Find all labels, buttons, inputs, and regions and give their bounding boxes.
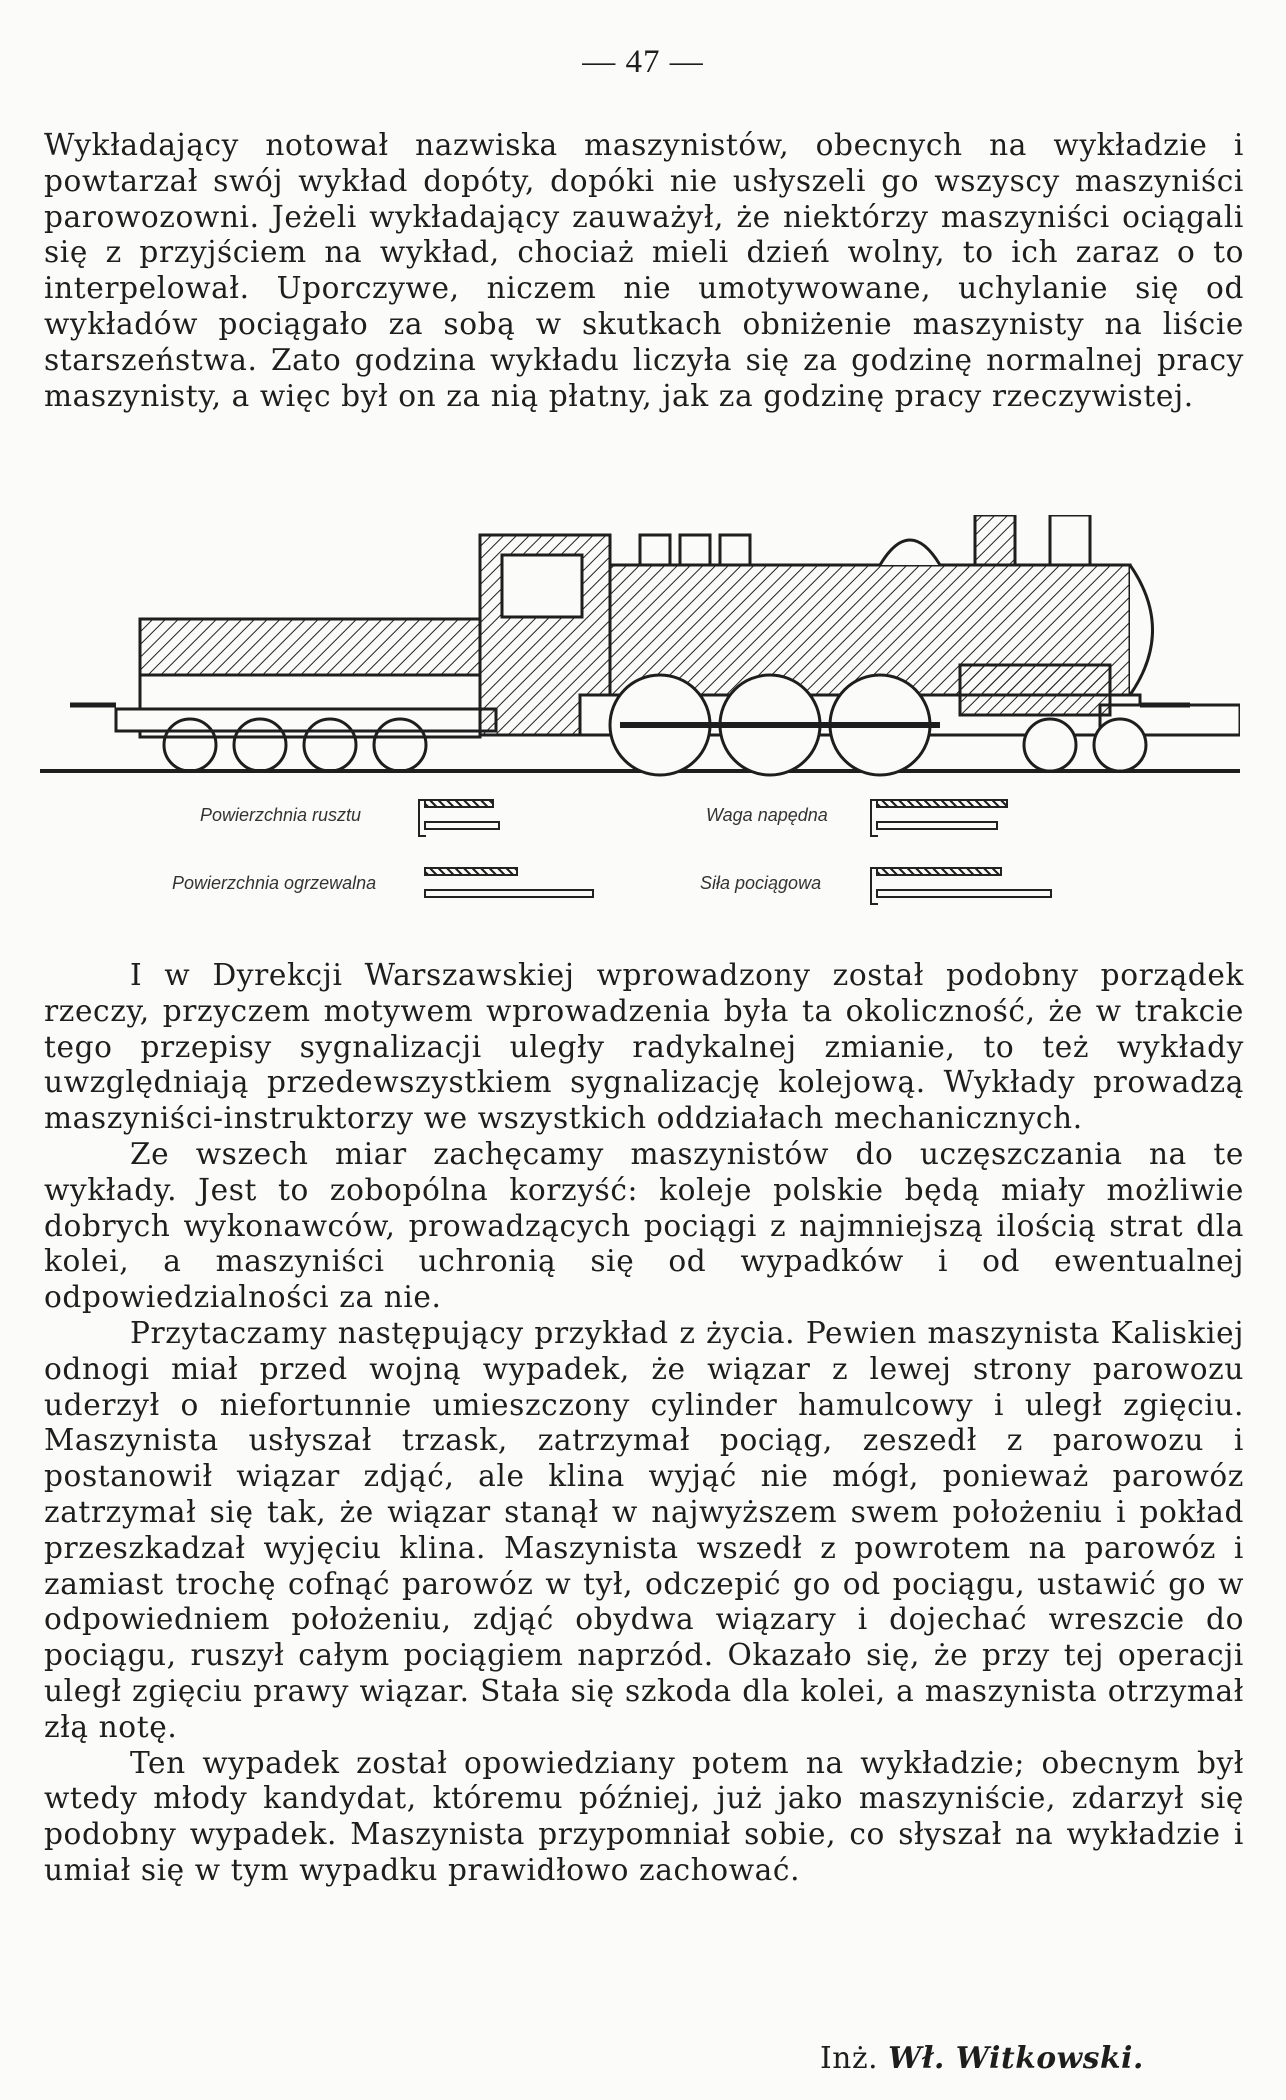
legend-bar [876,889,1052,898]
legend-bar [424,799,494,808]
legend-bar [424,821,500,830]
legend-bar [876,799,1008,808]
paragraph-5: Ten wypadek został opowiedziany potem na wykładzie; obecnym był wtedy młody kandydat, któremu później, już jako maszyniście, zdarzył się podobny wypadek. Maszynista przypomniał sobie, co słyszał na wykładzie i umiał się w tym wypadku prawidłowo zachować. [44,1745,1244,1887]
paragraph-3: Ze wszech miar zachęcamy maszynistów do uczęszczania na te wykłady. Jest to zobopólna korzyść: koleje polskie będą miały możliwie dobrych wykonawców, prowadzących pociągi z najmniejszą ilością strat dla kolei, a maszyniści uchronią się od wypadków i od ewentualnej odpowiedzialności za nie. [44,1136,1244,1315]
paragraph-1: Wykładający notował nazwiska maszynistów, obecnych na wykładzie i powtarzał swój wykład dopóty, dopóki nie usłyszeli go wszyscy maszyniści parowozowni. Jeżeli wykładający zauważył, że niektórzy maszyniści ociągali się z przyjściem na wykład, chociaż mieli dzień wolny, to ich zaraz o to interpelował. Uporczywe, niczem nie umotywowane, uchylanie się od wykładów pociągało za sobą w skutkach obniżenie maszynisty na liście starszeństwa. Zato godzina wykładu liczyła się za godzinę normalnej pracy maszynisty, a więc był on za nią płatny, jak za godzinę pracy rzeczywistej. [44,128,1244,413]
paragraph-2: I w Dyrekcji Warszawskiej wprowadzony został podobny porządek rzeczy, przyczem motywem wprowadzenia była ta okoliczność, że w trakcie tego przepisy sygnalizacji uległy radykalnej zmianie, to też wykłady uwzględniają przedewszystkiem sygnalizację kolejową. Wykłady prowadzą maszyniści-instruktorzy we wszystkich oddziałach mechanicznych. [44,958,1244,1136]
legend-bar [424,889,594,898]
page-number: — 47 — [582,44,704,80]
legend-tractive-force: Siła pociągowa [700,873,822,893]
legend-bar [424,867,518,876]
signature [820,2040,1144,2075]
legend-bar [876,821,998,830]
paragraph-4: Przytaczamy następujący przykład z życia. Pewien maszynista Kaliskiej odnogi miał przed wojną wypadek, że wiązar z lewej strony parowozu uderzył o niefortunnie umieszczony cylinder hamulcowy i uległ zgięciu. Maszynista usłyszał trzask, zatrzymał pociąg, zeszedł z parowozu i postanowił wiązar zdjąć, ale klina wyjąć nie mógł, ponieważ parowóz zatrzymał się tak, że wiązar stanął w najwyższem swem położeniu i pokład przeszkadzał wyjęciu klina. Maszynista wszedł z powrotem na parowóz i zamiast trochę cofnąć parowóz w tył, odczepić go od pociągu, ustawić go w odpowiedniem położeniu, zdjąć obydwa wiązary i dojechać wreszcie do pociągu, ruszył całym pociągiem naprzód. Okazało się, że przy tej operacji uległ zgięciu prawy wiązar. Stała się szkoda dla kolei, a maszynista otrzymał złą notę. [44,1315,1244,1744]
legend-bar [876,867,1002,876]
legend-driving-weight: Waga napędna [706,805,828,825]
legend-grate-area: Powierzchnia rusztu [200,805,362,825]
legend-heating-area: Powierzchnia ogrzewalna [172,873,377,893]
body-text [44,958,1244,1889]
locomotive-drawing [40,515,1240,785]
locomotive-figure [40,515,1240,893]
signature-author: Wł. Witkowski. [888,2040,1144,2075]
signature-prefix: Inż. [820,2041,879,2075]
